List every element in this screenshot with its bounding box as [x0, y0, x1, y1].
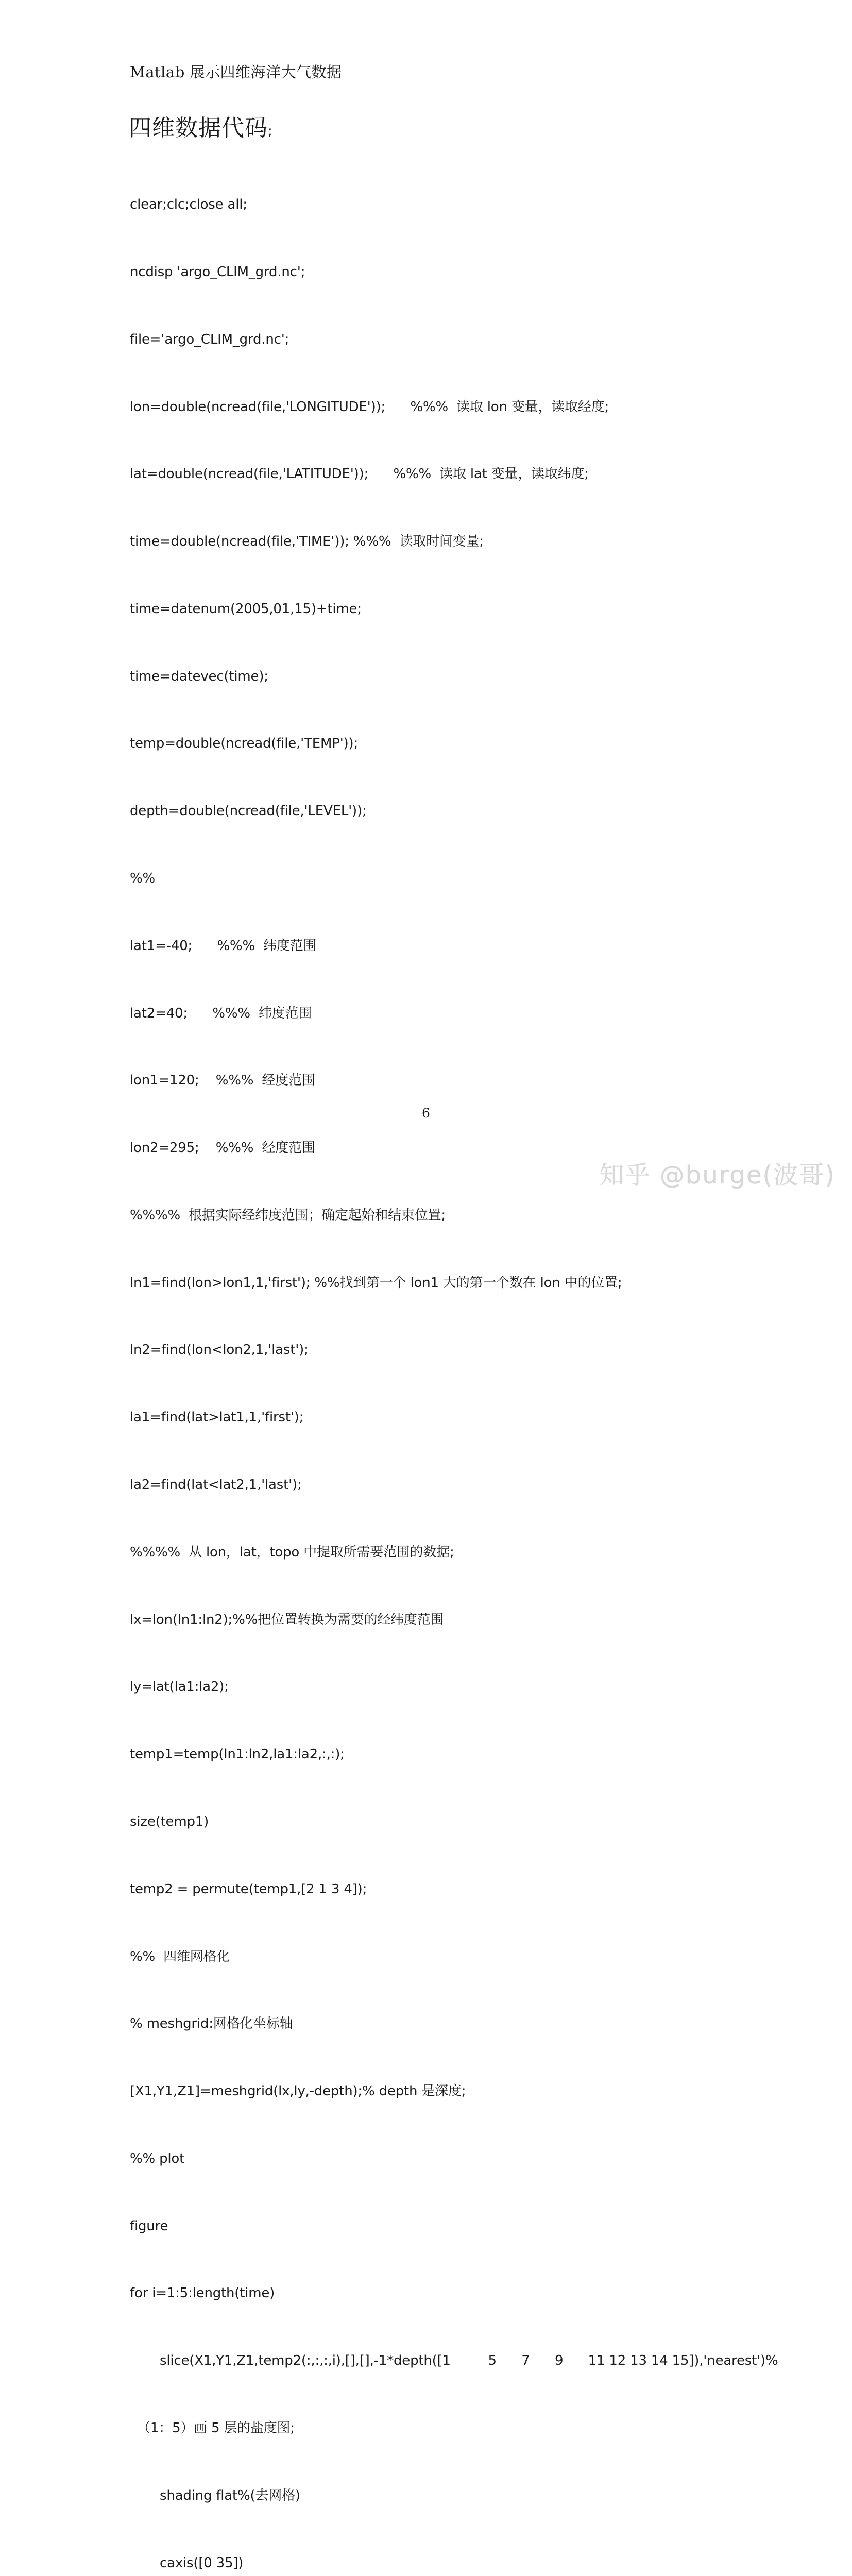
code-line: time=datenum(2005,01,15)+time;: [130, 601, 362, 617]
code-line: shading flat%(去网格): [160, 2487, 300, 2503]
section-title-suffix: ;: [268, 124, 273, 139]
section-title: [129, 109, 273, 142]
code-line: clear;clc;close all;: [130, 197, 247, 213]
code-line: temp1=temp(ln1:ln2,la1:la2,:,:);: [130, 1747, 345, 1762]
code-line: lat=double(ncread(file,'LATITUDE')); %%% 读取 lat 变量，读取纬度;: [130, 466, 589, 482]
section-title-text: 四维数据代码: [129, 115, 268, 141]
code-line: %%%% 从 lon，lat，topo 中提取所需要范围的数据;: [130, 1544, 454, 1560]
code-line: % meshgrid:网格化坐标轴: [130, 2016, 293, 2032]
code-line: %% 四维网格化: [130, 1948, 230, 1964]
code-line: lx=lon(ln1:ln2);%%把位置转换为需要的经纬度范围: [130, 1612, 444, 1628]
code-line: la1=find(lat>lat1,1,'first');: [130, 1410, 304, 1426]
code-line: time=datevec(time);: [130, 668, 268, 684]
code-line: lat1=-40; %%% 纬度范围: [130, 938, 317, 954]
code-line: lat2=40; %%% 纬度范围: [130, 1005, 312, 1021]
page-number: 6: [422, 1106, 430, 1121]
code-line: slice(X1,Y1,Z1,temp2(:,:,:,i),[],[],-1*depth([1 5 7 9 11 12 13 14 15]),'nearest')%: [160, 2353, 778, 2369]
code-line: figure: [130, 2218, 168, 2234]
code-line: %%: [130, 871, 156, 886]
code-line: ly=lat(la1:la2);: [130, 1679, 229, 1695]
code-line: ln2=find(lon<lon2,1,'last');: [130, 1342, 309, 1358]
code-line: size(temp1): [130, 1814, 209, 1829]
code-line: %% plot: [130, 2150, 185, 2166]
code-line: for i=1:5:length(time): [130, 2285, 275, 2301]
page-header: Matlab 展示四维海洋大气数据: [130, 63, 342, 81]
code-line: la2=find(lat<lat2,1,'last');: [130, 1477, 302, 1493]
code-line: （1：5）画 5 层的盐度图;: [137, 2420, 295, 2436]
code-line: ncdisp 'argo_CLIM_grd.nc';: [130, 264, 305, 280]
code-block: [130, 149, 778, 2576]
code-line: temp2 = permute(temp1,[2 1 3 4]);: [130, 1881, 367, 1897]
code-line: depth=double(ncread(file,'LEVEL'));: [130, 803, 367, 819]
code-line: caxis([0 35]): [160, 2555, 244, 2571]
code-line: lon1=120; %%% 经度范围: [130, 1073, 315, 1089]
code-line: temp=double(ncread(file,'TEMP'));: [130, 736, 359, 752]
code-line: [X1,Y1,Z1]=meshgrid(lx,ly,-depth);% depth 是深度;: [130, 2083, 466, 2099]
code-line: %%%% 根据实际经纬度范围；确定起始和结束位置;: [130, 1207, 446, 1223]
code-line: lon=double(ncread(file,'LONGITUDE')); %%% 读取 lon 变量，读取经度;: [130, 399, 609, 415]
code-line: time=double(ncread(file,'TIME')); %%% 读取时间变量;: [130, 534, 484, 550]
code-line: ln1=find(lon>lon1,1,'first'); %%找到第一个 lon1 大的第一个数在 lon 中的位置;: [130, 1275, 622, 1291]
code-line: lon2=295; %%% 经度范围: [130, 1140, 315, 1156]
watermark: 知乎 @burge(波哥): [599, 1161, 836, 1190]
code-line: file='argo_CLIM_grd.nc';: [130, 331, 289, 347]
